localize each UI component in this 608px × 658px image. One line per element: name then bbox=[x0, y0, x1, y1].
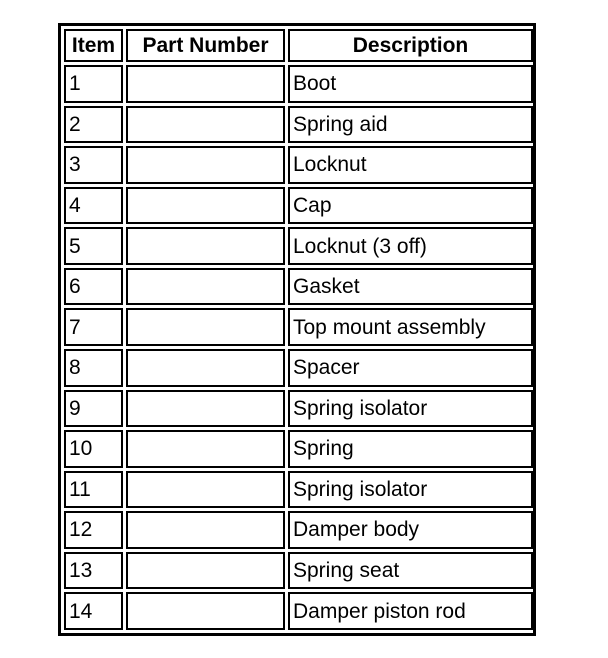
part-number-cell bbox=[126, 65, 285, 103]
table-row bbox=[64, 146, 533, 184]
item-cell: 2 bbox=[64, 106, 123, 144]
part-number-cell bbox=[126, 511, 285, 549]
table-row bbox=[64, 430, 533, 468]
item-cell: 3 bbox=[64, 146, 123, 184]
header-description: Description bbox=[288, 29, 533, 62]
description-cell: Spring isolator bbox=[288, 471, 533, 509]
part-number-cell bbox=[126, 227, 285, 265]
item-cell: 4 bbox=[64, 187, 123, 225]
header-item: Item bbox=[64, 29, 123, 62]
description-cell: Boot bbox=[288, 65, 533, 103]
table-header-row bbox=[64, 29, 533, 62]
parts-table bbox=[61, 26, 536, 633]
item-cell: 11 bbox=[64, 471, 123, 509]
description-cell: Spring bbox=[288, 430, 533, 468]
table-row bbox=[64, 592, 533, 630]
part-number-cell bbox=[126, 552, 285, 590]
description-cell: Top mount assembly bbox=[288, 308, 533, 346]
description-cell: Damper piston rod bbox=[288, 592, 533, 630]
item-cell: 12 bbox=[64, 511, 123, 549]
part-number-cell bbox=[126, 592, 285, 630]
table-row bbox=[64, 65, 533, 103]
table-row bbox=[64, 552, 533, 590]
item-cell: 8 bbox=[64, 349, 123, 387]
description-cell: Locknut (3 off) bbox=[288, 227, 533, 265]
table-row bbox=[64, 187, 533, 225]
table-row bbox=[64, 227, 533, 265]
table-row bbox=[64, 106, 533, 144]
item-cell: 10 bbox=[64, 430, 123, 468]
part-number-cell bbox=[126, 106, 285, 144]
part-number-cell bbox=[126, 349, 285, 387]
part-number-cell bbox=[126, 308, 285, 346]
description-cell: Spring isolator bbox=[288, 390, 533, 428]
description-cell: Damper body bbox=[288, 511, 533, 549]
description-cell: Spring seat bbox=[288, 552, 533, 590]
parts-table-frame bbox=[58, 23, 536, 636]
item-cell: 7 bbox=[64, 308, 123, 346]
item-cell: 14 bbox=[64, 592, 123, 630]
table-row bbox=[64, 349, 533, 387]
part-number-cell bbox=[126, 471, 285, 509]
table-row bbox=[64, 471, 533, 509]
item-cell: 1 bbox=[64, 65, 123, 103]
table-row bbox=[64, 390, 533, 428]
item-cell: 6 bbox=[64, 268, 123, 306]
part-number-cell bbox=[126, 187, 285, 225]
part-number-cell bbox=[126, 430, 285, 468]
item-cell: 13 bbox=[64, 552, 123, 590]
part-number-cell bbox=[126, 146, 285, 184]
item-cell: 5 bbox=[64, 227, 123, 265]
table-row bbox=[64, 511, 533, 549]
description-cell: Spring aid bbox=[288, 106, 533, 144]
table-row bbox=[64, 308, 533, 346]
header-part-number: Part Number bbox=[126, 29, 285, 62]
description-cell: Locknut bbox=[288, 146, 533, 184]
table-body bbox=[64, 65, 533, 630]
item-cell: 9 bbox=[64, 390, 123, 428]
description-cell: Cap bbox=[288, 187, 533, 225]
part-number-cell bbox=[126, 390, 285, 428]
description-cell: Spacer bbox=[288, 349, 533, 387]
part-number-cell bbox=[126, 268, 285, 306]
table-row bbox=[64, 268, 533, 306]
description-cell: Gasket bbox=[288, 268, 533, 306]
